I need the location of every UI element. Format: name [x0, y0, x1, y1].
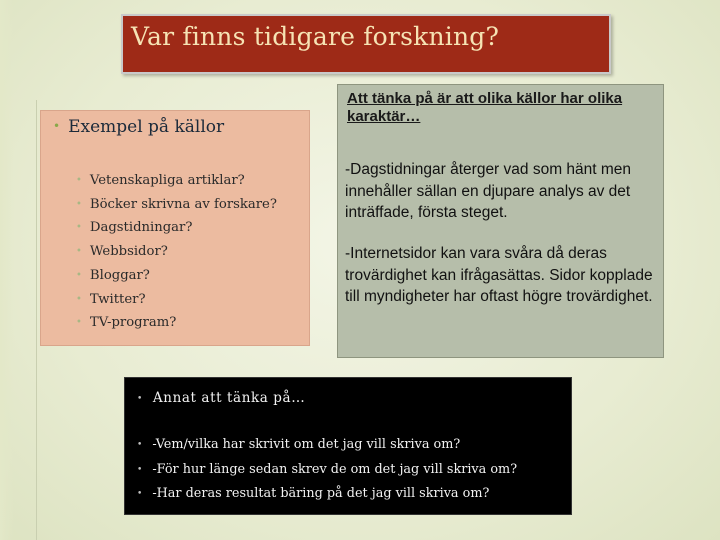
bullet-icon: • [76, 175, 82, 186]
sources-heading-text: Exempel på källor [68, 117, 225, 137]
slide-title: Var finns tidigare forskning? [131, 22, 500, 51]
list-item: • Twitter? [76, 291, 146, 307]
list-item: • Vetenskapliga artiklar? [76, 173, 245, 188]
bullet-icon: • [53, 119, 61, 133]
sources-panel [40, 110, 310, 346]
source-list [76, 169, 277, 335]
list-item: • Böcker skrivna av forskare? [76, 196, 277, 212]
bullet-icon: • [76, 317, 82, 329]
bullet-icon: • [76, 198, 82, 210]
question-list [137, 433, 517, 507]
considerations-panel [337, 84, 664, 358]
list-item: • -Vem/vilka har skrivit om det jag vill skriva om? [137, 437, 461, 452]
considerations-heading: Att tänka på är att olika källor har olika karaktär… [347, 90, 623, 125]
bullet-icon: • [76, 246, 82, 258]
bullet-icon: • [76, 293, 82, 305]
list-item: • Webbsidor? [76, 244, 168, 260]
decorative-vertical-line [36, 100, 37, 540]
bullet-icon: • [137, 489, 143, 500]
title-banner [121, 14, 611, 74]
background-gradient-strip [0, 0, 14, 540]
other-considerations-heading: • Annat att tänka på… [137, 390, 306, 406]
list-item: • Bloggar? [76, 267, 150, 283]
list-item: • Dagstidningar? [76, 220, 193, 236]
bullet-icon: • [137, 394, 143, 404]
bullet-icon: • [137, 464, 143, 475]
bullet-icon: • [76, 222, 82, 234]
bullet-icon: • [137, 440, 143, 450]
bullet-icon: • [76, 269, 82, 281]
other-considerations-panel [124, 377, 572, 515]
internet-paragraph: -Internetsidor kan vara svåra då deras trovärdighet kan ifrågasättas. Sidor kopplade till myndigheter har oftast högre trovärdighet. [345, 245, 653, 305]
list-item: • -För hur länge sedan skrev de om det jag vill skriva om? [137, 461, 518, 477]
sources-heading [53, 117, 224, 137]
newspaper-paragraph: -Dagstidningar återger vad som hänt men innehåller sällan en djupare analys av det inträffade, första steget. [345, 161, 632, 221]
list-item: • TV-program? [76, 315, 177, 331]
list-item: • -Har deras resultat bäring på det jag vill skriva om? [137, 486, 490, 502]
